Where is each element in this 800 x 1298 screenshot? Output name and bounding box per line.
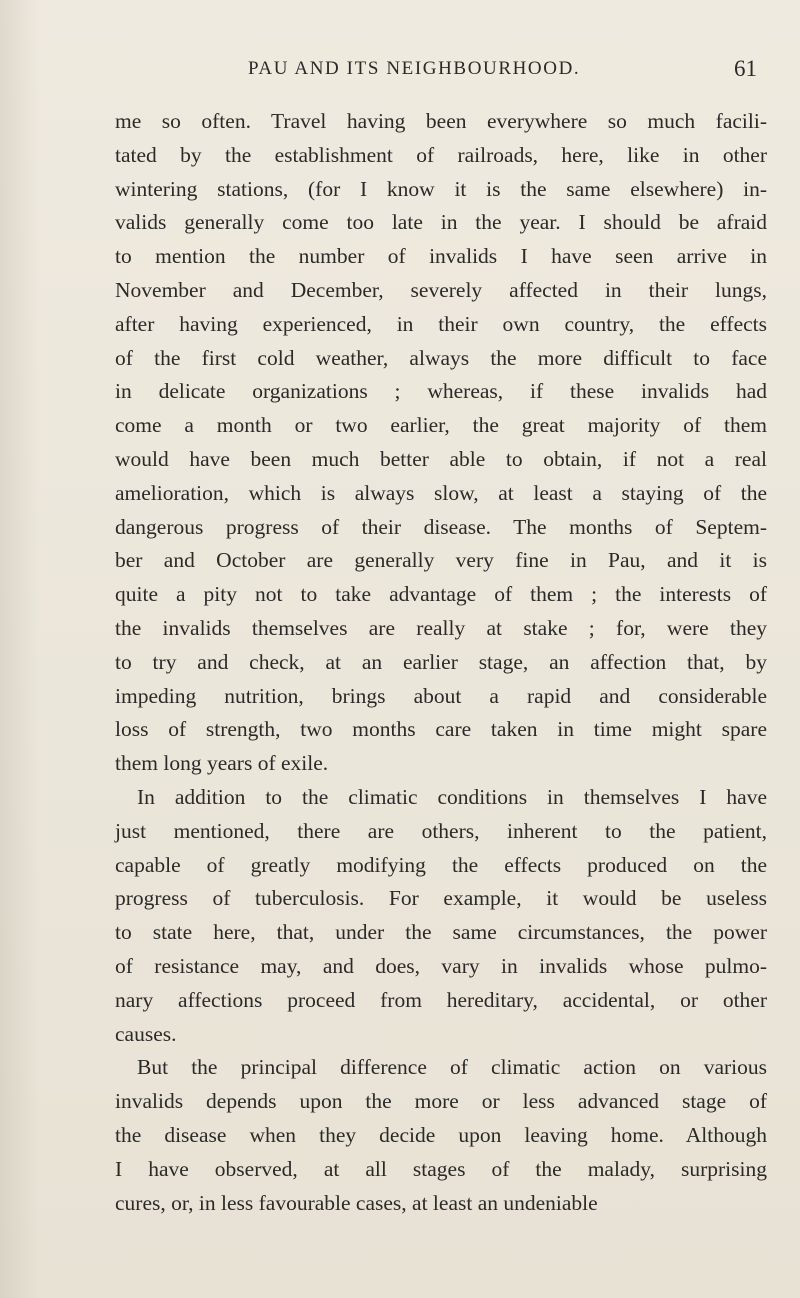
text-line: capable of greatly modifying the effects produced on the [115, 852, 767, 877]
text-line: them long years of exile. [115, 751, 329, 776]
text-line: November and December, severely affected in their lungs, [115, 277, 767, 302]
paragraph [115, 781, 767, 1051]
text-line: amelioration, which is always slow, at least a staying of the [115, 480, 767, 505]
text-line: But the principal difference of climatic action on various [137, 1055, 767, 1080]
text-line: impeding nutrition, brings about a rapid and considerable [115, 683, 767, 708]
text-line: in delicate organizations ; whereas, if these invalids had [115, 379, 767, 404]
text-line: to state here, that, under the same circumstances, the power [115, 920, 767, 945]
text-line: dangerous progress of their disease. The months of Septem- [115, 514, 767, 539]
running-head [115, 58, 765, 98]
body-text [115, 105, 767, 1220]
text-line: quite a pity not to take advantage of them ; the interests of [115, 582, 767, 607]
text-line: In addition to the climatic conditions in themselves I have [137, 784, 767, 809]
text-line: wintering stations, (for I know it is the same elsewhere) in- [115, 176, 767, 201]
text-line: after having experienced, in their own country, the effects [115, 311, 767, 336]
text-line: to mention the number of invalids I have seen arrive in [115, 244, 767, 269]
text-line: ber and October are generally very fine in Pau, and it is [115, 548, 767, 573]
page-gutter-shadow [0, 0, 40, 1298]
running-title: PAU AND ITS NEIGHBOURHOOD. [248, 58, 581, 79]
text-line: tated by the establishment of railroads, here, like in other [115, 142, 767, 167]
text-line: of resistance may, and does, vary in invalids whose pulmo- [115, 953, 767, 978]
text-line: would have been much better able to obtain, if not a real [115, 446, 767, 471]
text-line: I have observed, at all stages of the malady, surprising [115, 1156, 767, 1181]
text-line: loss of strength, two months care taken in time might spare [115, 717, 767, 742]
paragraph [115, 105, 767, 781]
text-line: the disease when they decide upon leaving home. Although [115, 1122, 767, 1147]
text-line: cures, or, in less favourable cases, at least an undeniable [115, 1190, 598, 1215]
text-line: of the first cold weather, always the more difficult to face [115, 345, 767, 370]
text-line: nary affections proceed from hereditary, accidental, or other [115, 987, 767, 1012]
text-line: progress of tuberculosis. For example, it would be useless [115, 886, 767, 911]
text-line: just mentioned, there are others, inherent to the patient, [115, 818, 767, 843]
text-line: come a month or two earlier, the great majority of them [115, 413, 767, 438]
text-line: invalids depends upon the more or less advanced stage of [115, 1089, 767, 1114]
page-number: 61 [734, 56, 757, 81]
text-line: to try and check, at an earlier stage, an affection that, by [115, 649, 767, 674]
paragraph [115, 1051, 767, 1220]
text-line: causes. [115, 1021, 177, 1046]
text-line: me so often. Travel having been everywhere so much facili- [115, 109, 767, 133]
text-line: the invalids themselves are really at stake ; for, were they [115, 615, 767, 640]
text-line: valids generally come too late in the year. I should be afraid [115, 210, 767, 235]
